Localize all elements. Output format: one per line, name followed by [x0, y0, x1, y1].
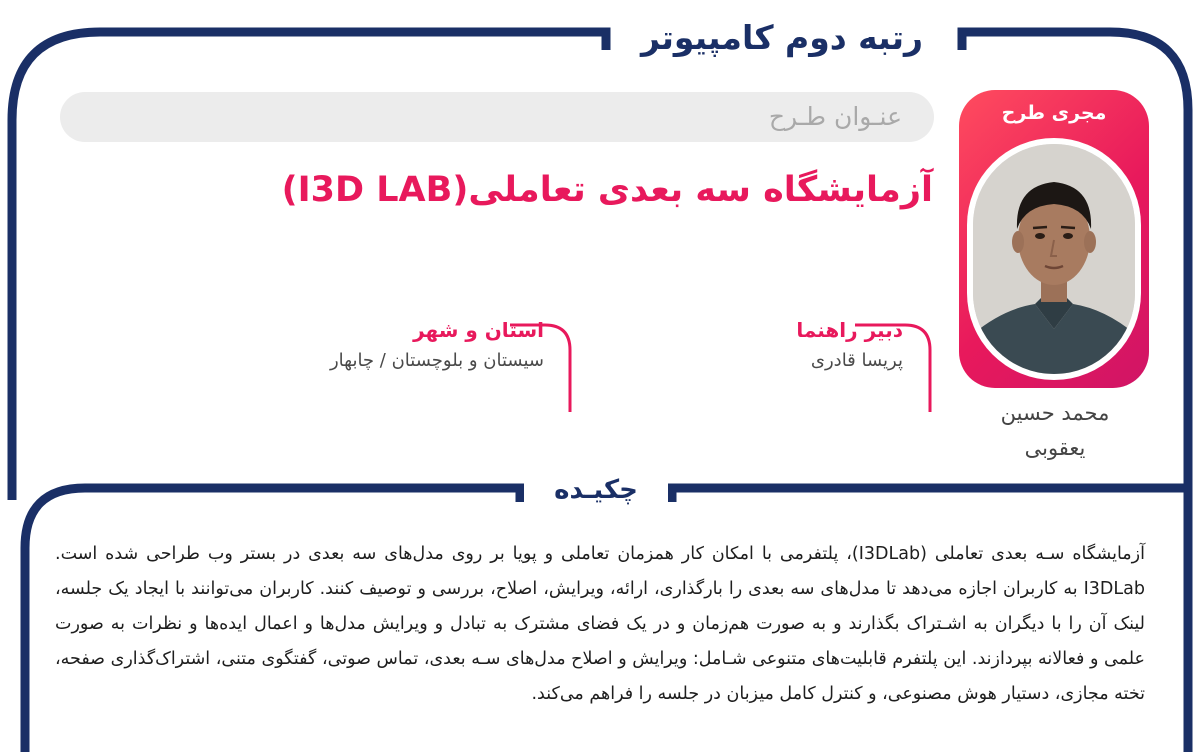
- presenter-name-line1: محمد حسین: [1000, 401, 1110, 425]
- location-label: استان و شهر: [413, 318, 544, 342]
- person-portrait-icon: [973, 144, 1135, 374]
- location-value: سیستان و بلوچستان / چابهار: [329, 350, 544, 371]
- project-title-label: عنـوان طـرح: [768, 102, 902, 131]
- presenter-card: [959, 90, 1149, 388]
- summary-text: آزمایشگاه سـه بعدی تعاملی (I3DLab)، پلتفرمی با امکان کار همزمان تعاملی و پویا بر روی مدل‌های سه بعدی در بستر وب طراحی شده است. I3DLab به کاربران اجازه می‌دهد تا مدل‌های سه بعدی را بارگذاری، ارائه، ویرایش، اصلاح، بررسی و توصیف کنند. کاربران می‌توانند با ایجاد یک جلسه، لینک آن را با دیگران به اشـتراک بگذارند و به صورت هم‌زمان و در یک فضای مشترک به تبادل و ویرایش مدل‌ها و اعمال ایده‌ها و نظرات به صورت علمی و فعالانه بپردازند. این پلتفرم قابلیت‌های متنوعی شـامل: ویرایش و اصلاح مدل‌های سـه بعدی، تماس صوتی، گفتگوی متنی، اشتراک‌گذاری صفحه، تخته مجازی، دستیار هوش مصنوعی، و کنترل کامل میزبان در جلسه را فراهم می‌کند.: [55, 544, 1145, 704]
- project-title-pill: [60, 92, 934, 142]
- presenter-label: مجری طرح: [1001, 102, 1107, 124]
- project-title: آزمایشگاه سه بعدی تعاملی(I3D LAB): [281, 170, 933, 210]
- location-block: [330, 318, 544, 371]
- rank-title: رتبه دوم کامپیوتر: [612, 12, 952, 64]
- presenter-name-line2: یعقوبی: [1024, 436, 1086, 460]
- advisor-value: پریسا قادری: [810, 350, 903, 371]
- advisor-label: دبیر راهنما: [796, 318, 903, 342]
- photo-frame: [967, 138, 1141, 380]
- presenter-photo: [973, 144, 1135, 374]
- presenter-name: [970, 396, 1140, 466]
- advisor-block: [796, 318, 903, 371]
- summary-heading: چکیـده: [524, 466, 668, 514]
